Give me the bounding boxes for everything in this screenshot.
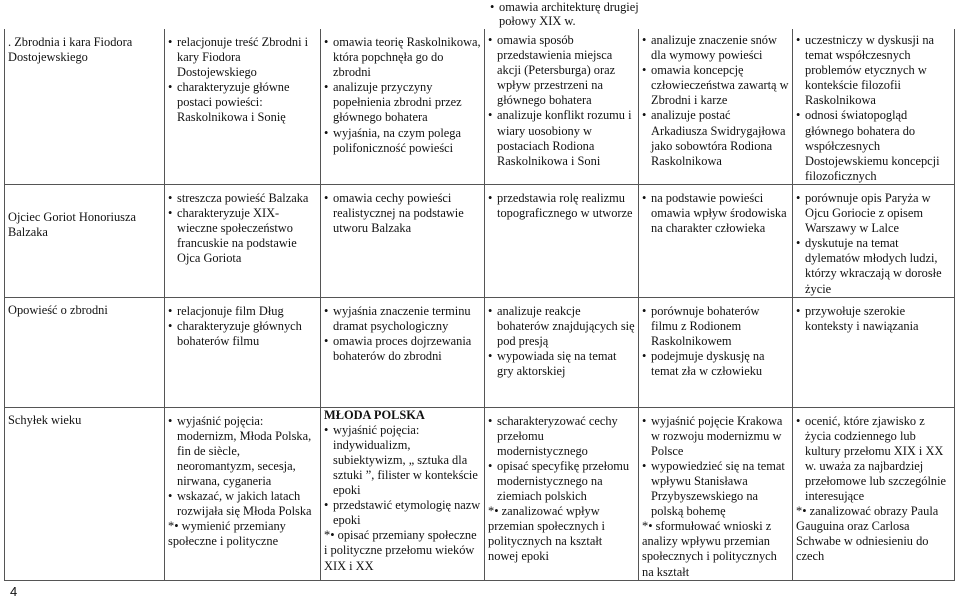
list-item [168,304,317,319]
topic-label: Opowieść o zbrodni [8,302,108,317]
table-row [5,29,955,184]
list-item: • streszcza powieść Balzaka [168,191,317,206]
list-item: *• zanalizować obrazy Paula Gauguina oraz Carlosa Schwabe w odniesieniu do czech [796,504,939,564]
list-item: • przedstawić etymologię nazw epoki [324,498,481,528]
list-item: *• wymienić przemiany społeczne i polityczne [168,519,286,549]
list-item: • wyjaśnia znaczenie terminu dramat psychologiczny [324,304,481,334]
topic-label: . Zbrodnia i kara Fiodora Dostojewskiego [8,35,133,65]
table-cell [793,29,955,184]
table-cell [321,297,485,407]
topic-cell [5,297,165,407]
list-item: • dyskutuje na temat dylematów młodych ludzi, którzy wkraczają w dorosłe życie [796,236,951,296]
list-item: • charakteryzuje XIX-wieczne społeczeństwo francuskie na podstawie Ojca Goriota [168,206,317,266]
table-cell [165,297,321,407]
list-item: • omawia sposób przedstawienia miejsca akcji (Petersburga) oraz wpływ przestrzeni na głównego bohatera [488,33,635,108]
list-item: • charakteryzuje głównych bohaterów filmu [168,319,317,349]
list-item: • uczestniczy w dyskusji na temat współczesnych problemów etycznych w kontekście filozofii Raskolnikowa [796,33,951,108]
table-cell [793,297,955,407]
list-item: • omawia teorię Raskolnikowa, która popchnęła go do zbrodni [324,35,481,80]
list-item: • porównuje bohaterów filmu z Rodionem Raskolnikowem [642,304,789,349]
table-cell [321,184,485,297]
list-item: • analizuje znaczenie snów dla wymowy powieści [642,33,789,63]
list-item: *• zanalizować wpływ przemian społecznych i politycznych na kształt nowej epoki [488,504,605,564]
list-item: • wyjaśnić pojęcia: indywidualizm, subiektywizm, „ sztuka dla sztuki ”, filister w kontekście epoki [324,423,481,498]
table-cell [485,184,639,297]
topic-cell [5,407,165,580]
curriculum-table [4,29,955,581]
list-item: • analizuje konflikt rozumu i wiary uosobiony w postaciach Rodiona Raskolnikowa i Soni [488,108,635,168]
list-item: • wyjaśnić pojęcia: modernizm, Młoda Polska, fin de siècle, neoromantyzm, secesja, nirwana, cyganeria [168,414,317,489]
table-cell [639,184,793,297]
top-fragment [484,0,640,28]
table-cell [793,407,955,580]
table-cell [485,29,639,184]
list-item: • wskazać, w jakich latach rozwijała się Młoda Polska [168,489,317,519]
list-item: *• sformułować wnioski z analizy wpływu przemian społecznych i politycznych na kształt [642,519,777,579]
table-cell [165,184,321,297]
list-item: • analizuje przyczyny popełnienia zbrodni przez głównego bohatera [324,80,481,125]
topic-cell [5,184,165,297]
table-cell [485,407,639,580]
list-item: • ocenić, które zjawisko z życia codziennego lub kultury przełomu XIX i XX w. uważa za najbardziej przełomowe lub szczególnie interesujące [796,414,951,505]
list-item: *• opisać przemiany społeczne i polityczne przełomu wieków XIX i XX [324,528,477,573]
list-item: • porównuje opis Paryża w Ojcu Goriocie z opisem Warszawy w Lalce [796,191,951,236]
list-item: • analizuje postać Arkadiusza Swidrygajłowa jako sobowtóra Rodiona Raskolnikowa [642,108,789,168]
topic-label: Ojciec Goriot Honoriusza Balzaka [8,209,136,240]
list-item: • podejmuje dyskusję na temat zła w człowieku [642,349,789,379]
table-cell [165,29,321,184]
list-item: • analizuje reakcje bohaterów znajdujących się pod presją [488,304,635,349]
list-item: • omawia cechy powieści realistycznej na podstawie utworu Balzaka [324,191,481,236]
item-text: relacjonuje film Dług [177,303,284,318]
table-cell [639,407,793,580]
list-item: • wyjaśnić pojęcie Krakowa w rozwoju modernizmu w Polsce [642,414,789,459]
table-cell [639,29,793,184]
list-item: • odnosi światopogląd głównego bohatera do współczesnych Dostojewskiemu koncepcji filozoficznych [796,108,951,183]
table-cell [639,297,793,407]
list-item: • na podstawie powieści omawia wpływ środowiska na charakter człowieka [642,191,789,236]
topic-label: Schyłek wieku [8,412,82,427]
topic-cell [5,29,165,184]
table-cell [165,407,321,580]
list-item: • wyjaśnia, na czym polega polifoniczność powieści [324,126,481,156]
list-item: • relacjonuje treść Zbrodni i kary Fiodora Dostojewskiego [168,35,317,80]
table-cell [321,407,485,580]
list-item: • wypowiada się na temat gry aktorskiej [488,349,635,379]
table-cell [793,184,955,297]
epoch-heading: MŁODA POLSKA [324,407,425,422]
list-item: • omawia proces dojrzewania bohaterów do zbrodni [324,334,481,364]
list-item: • przywołuje szerokie konteksty i nawiązania [796,304,951,334]
list-item: • opisać specyfikę przełomu modernistycznego na ziemiach polskich [488,459,635,504]
list-item: • scharakteryzować cechy przełomu modernistycznego [488,414,635,459]
table-cell [485,297,639,407]
list-item: • omawia koncepcję człowieczeństwa zawartą w Zbrodni i karze [642,63,789,108]
page-number: 4 [10,584,18,599]
table-row [5,407,955,580]
table-row [5,297,955,407]
table-row [5,184,955,297]
list-item: • przedstawia rolę realizmu topograficznego w utworze [488,191,635,221]
list-item: • charakteryzuje główne postaci powieści: Raskolnikowa i Sonię [168,80,317,125]
list-item: • wypowiedzieć się na temat wpływu Stanisława Przybyszewskiego na polską bohemę [642,459,789,519]
list-item: • omawia architekturę drugiej połowy XIX w. [490,0,640,28]
table-cell [321,29,485,184]
